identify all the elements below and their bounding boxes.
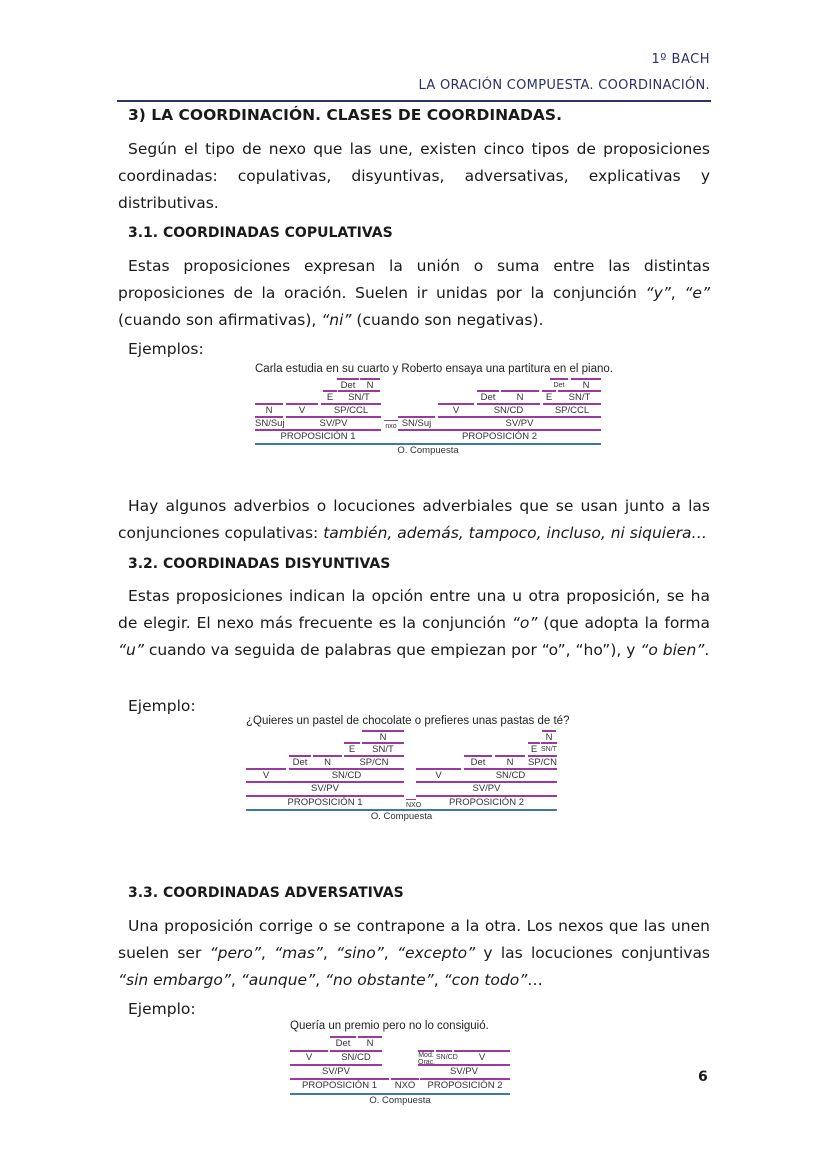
tag-det: Det xyxy=(477,390,499,404)
sep: , xyxy=(230,971,241,989)
tag-n: N xyxy=(501,390,539,404)
conj-y: “y” xyxy=(645,284,671,302)
adversativas-text-c: … xyxy=(527,971,543,989)
tag-v: V xyxy=(246,768,286,782)
adversativas-text xyxy=(118,913,710,994)
tag-v: V xyxy=(454,1050,510,1064)
tag-spccl: SP/CCL xyxy=(321,403,381,417)
header-divider xyxy=(117,100,711,102)
adverbs-text: Hay algunos adverbios o locuciones adverbiales que se usan junto a las conjunciones copulativas: xyxy=(118,497,710,542)
diagram-sentence: Quería un premio pero no lo consiguió. xyxy=(290,1020,489,1032)
section-intro: Según el tipo de nexo que las une, existen cinco tipos de proposiciones coordinadas: copulativas, disyuntivas, adversativas, explicativas y distributivas. xyxy=(118,140,710,212)
copulativas-text-c: (cuando son negativas). xyxy=(351,311,544,329)
tag-e: E xyxy=(323,390,337,404)
disyuntivas-text xyxy=(118,583,710,664)
tag-oracion-compuesta: O. Compuesta xyxy=(255,443,601,457)
copulativas-text-b: (cuando son afirmativas), xyxy=(118,311,322,329)
tag-v: V xyxy=(416,768,461,782)
sep: , xyxy=(670,284,685,302)
tag-n: N xyxy=(495,755,525,769)
disyuntivas-text-d: . xyxy=(704,641,710,659)
tag-snt: SN/T xyxy=(362,742,404,756)
copulativas-title: 3.1. COORDINADAS COPULATIVAS xyxy=(128,225,393,241)
tag-det: Det xyxy=(550,378,568,392)
tag-v: V xyxy=(286,403,318,417)
page-number: 6 xyxy=(698,1069,708,1085)
tag-svpv: SV/PV xyxy=(246,781,404,795)
adversativas-example-label: Ejemplo: xyxy=(128,1000,196,1018)
adversativas-text-b: y las locuciones conjuntivas xyxy=(475,944,711,962)
tag-sncd: SN/CD xyxy=(464,768,557,782)
tag-n: N xyxy=(362,730,404,744)
tag-proposicion-1: PROPOSICIÓN 1 xyxy=(255,429,381,443)
tag-nxo: NXO xyxy=(391,1078,419,1092)
tag-spccl: SP/CCL xyxy=(543,403,601,417)
tag-sncd: SN/CD xyxy=(289,768,404,782)
sep: , xyxy=(260,944,275,962)
tag-n: N xyxy=(360,378,380,392)
copulativas-diagram xyxy=(255,363,613,463)
tag-spcn: SP/CN xyxy=(528,757,558,768)
tag-proposicion-2: PROPOSICIÓN 2 xyxy=(420,1078,510,1092)
tag-spcn: SP/CN xyxy=(344,755,404,769)
adverbs-list: también, además, tampoco, incluso, ni siquiera… xyxy=(323,524,708,542)
sep: , xyxy=(433,971,444,989)
conj-o: “o” xyxy=(511,614,538,632)
tag-det: Det xyxy=(337,378,359,392)
header-title: LA ORACIÓN COMPUESTA. COORDINACIÓN. xyxy=(418,78,710,93)
adversativas-text-a: Una proposición corrige o se contrapone a la otra. Los nexos que las unen suelen ser xyxy=(118,917,710,962)
sep: , xyxy=(322,944,336,962)
tag-oracion-compuesta: O. Compuesta xyxy=(246,809,557,823)
tag-n: N xyxy=(255,403,283,417)
tag-proposicion-1: PROPOSICIÓN 1 xyxy=(246,795,404,809)
tag-oracion-compuesta: O. Compuesta xyxy=(290,1093,510,1107)
disyuntivas-text-c: cuando va seguida de palabras que empiezan por “o”, “ho”), y xyxy=(143,641,641,659)
conj-o-bien: “o bien” xyxy=(640,641,705,659)
loc-sin-embargo: “sin embargo” xyxy=(118,971,231,989)
tag-n: N xyxy=(542,730,556,744)
tag-sncd: SN/CD xyxy=(436,1050,452,1064)
tag-snt: SN/T xyxy=(338,390,380,404)
conj-mas: “mas” xyxy=(274,944,323,962)
tag-mod-orac: Mod. Orac. xyxy=(418,1052,436,1066)
sep: , xyxy=(383,944,397,962)
loc-con-todo: “con todo” xyxy=(443,971,528,989)
conj-u: “u” xyxy=(118,641,144,659)
copulativas-text xyxy=(118,253,710,334)
header-course: 1º BACH xyxy=(651,52,710,67)
tag-snt: SN/T xyxy=(541,742,557,756)
disyuntivas-text-a: Estas proposiciones indican la opción entre una u otra proposición, se ha de elegir. El nexo más frecuente es la conjunción xyxy=(118,587,710,632)
tag-svpv: SV/PV xyxy=(416,781,557,795)
tag-e: E xyxy=(344,742,360,756)
tag-svpv: SV/PV xyxy=(290,1064,382,1078)
tag-n: N xyxy=(571,378,601,392)
sep: , xyxy=(315,971,325,989)
tag-svpv: SV/PV xyxy=(438,416,601,430)
tag-det: Det xyxy=(464,755,492,769)
loc-aunque: “aunque” xyxy=(240,971,316,989)
tag-snsuj: SN/Suj xyxy=(255,418,285,429)
tag-svpv: SV/PV xyxy=(418,1064,510,1078)
copulativas-adverbs xyxy=(118,493,710,547)
tag-nxo: nxo xyxy=(384,420,398,433)
disyuntivas-example-label: Ejemplo: xyxy=(128,697,196,715)
tag-proposicion-1: PROPOSICIÓN 1 xyxy=(290,1078,389,1092)
tag-v: V xyxy=(438,403,474,417)
copulativas-text-a: Estas proposiciones expresan la unión o suma entre las distintas proposiciones de la oración. Suelen ir unidas por la conjunción xyxy=(118,257,710,302)
diagram-sentence: Carla estudia en su cuarto y Roberto ensaya una partitura en el piano. xyxy=(255,363,613,375)
tag-sncd: SN/CD xyxy=(330,1050,382,1064)
loc-no-obstante: “no obstante” xyxy=(324,971,434,989)
section-title: 3) LA COORDINACIÓN. CLASES DE COORDINADAS. xyxy=(128,106,562,124)
tag-det: Det xyxy=(289,755,311,769)
conj-excepto: “excepto” xyxy=(396,944,476,962)
tag-n: N xyxy=(358,1036,382,1050)
disyuntivas-title: 3.2. COORDINADAS DISYUNTIVAS xyxy=(128,556,391,572)
conj-sino: “sino” xyxy=(336,944,384,962)
tag-sncd: SN/CD xyxy=(477,403,540,417)
tag-proposicion-2: PROPOSICIÓN 2 xyxy=(398,429,601,443)
conj-pero: “pero” xyxy=(209,944,261,962)
tag-n: N xyxy=(313,755,342,769)
adversativas-title: 3.3. COORDINADAS ADVERSATIVAS xyxy=(128,885,404,901)
copulativas-examples-label: Ejemplos: xyxy=(128,340,204,358)
diagram-sentence: ¿Quieres un pastel de chocolate o prefieres unas pastas de té? xyxy=(246,715,570,727)
tag-proposicion-2: PROPOSICIÓN 2 xyxy=(416,795,557,809)
tag-e: E xyxy=(542,390,556,404)
tag-nxo: NXO xyxy=(406,799,416,812)
conj-e: “e” xyxy=(684,284,710,302)
tag-v: V xyxy=(290,1050,328,1064)
tag-snt: SN/T xyxy=(558,390,601,404)
conj-ni: “ni” xyxy=(321,311,352,329)
tag-e: E xyxy=(528,742,540,756)
tag-svpv: SV/PV xyxy=(286,416,381,430)
tag-det: Det xyxy=(330,1036,356,1050)
adversativas-diagram xyxy=(290,1020,515,1120)
disyuntivas-text-b: (que adopta la forma xyxy=(537,614,710,632)
tag-snsuj: SN/Suj xyxy=(398,416,435,430)
disyuntivas-diagram xyxy=(246,715,570,825)
